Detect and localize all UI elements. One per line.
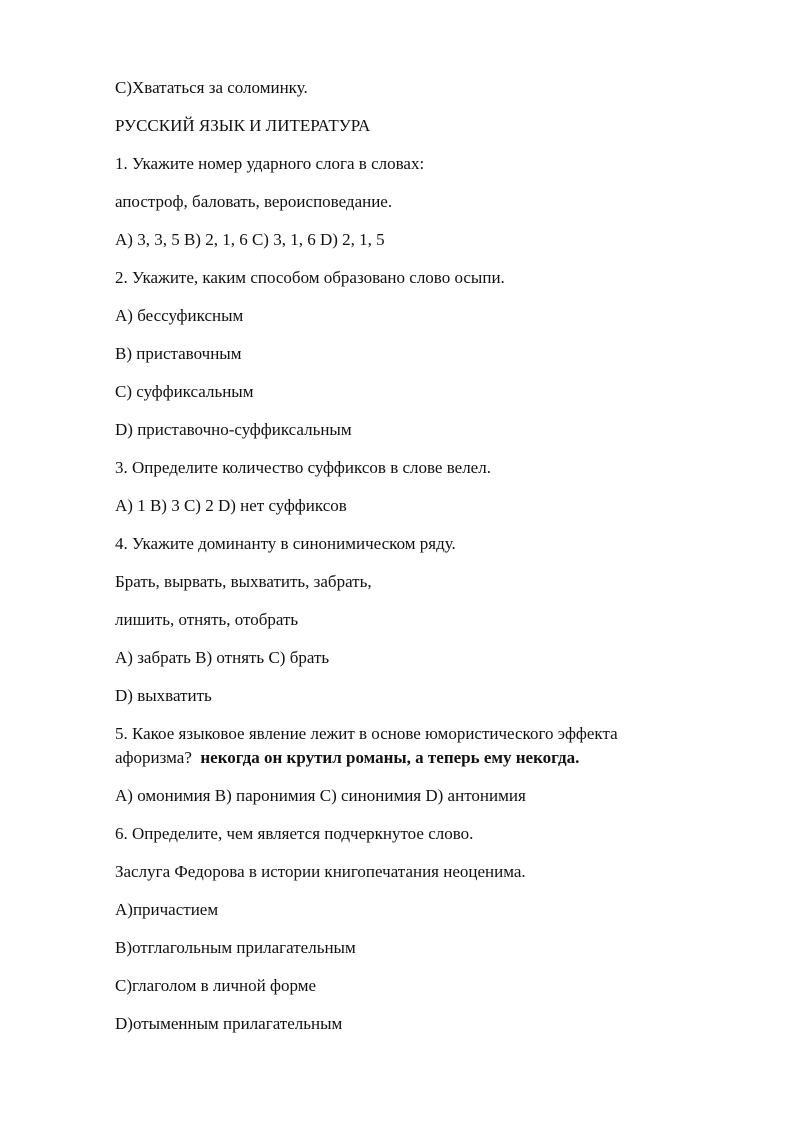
question-5-aphorism: некогда он крутил романы, а теперь ему некогда. xyxy=(200,748,580,767)
question-1-options: A) 3, 3, 5 B) 2, 1, 6 C) 3, 1, 6 D) 2, 1, 5 xyxy=(115,230,385,249)
question-2-option-d: D) приставочно-суффиксальным xyxy=(115,420,352,439)
section-heading: РУССКИЙ ЯЗЫК И ЛИТЕРАТУРА xyxy=(115,116,371,135)
question-6-option-a: A)причастием xyxy=(115,900,219,919)
question-6-option-b: B)отглагольным прилагательным xyxy=(115,938,356,957)
question-6: 6. Определите, чем является подчеркнутое слово. xyxy=(115,824,474,843)
question-4-words-2: лишить, отнять, отобрать xyxy=(115,610,299,629)
question-4: 4. Укажите доминанту в синонимическом ряду. xyxy=(115,534,456,553)
question-4-option-d: D) выхватить xyxy=(115,686,212,705)
question-6-option-d: D)отыменным прилагательным xyxy=(115,1014,343,1033)
question-1-words: апостроф, баловать, вероисповедание. xyxy=(115,192,393,211)
question-3: 3. Определите количество суффиксов в слове велел. xyxy=(115,458,491,477)
question-4-words-1: Брать, вырвать, выхватить, забрать, xyxy=(115,572,372,591)
question-4-options-abc: A) забрать B) отнять C) брать xyxy=(115,648,330,667)
question-2-option-b: B) приставочным xyxy=(115,344,242,363)
question-1: 1. Укажите номер ударного слога в словах: xyxy=(115,154,425,173)
question-5-text: 5. Какое языковое явление лежит в основе юмористического эффекта афоризма? xyxy=(115,724,618,767)
question-2-option-a: A) бессуфиксным xyxy=(115,306,244,325)
question-3-options: A) 1 B) 3 C) 2 D) нет суффиксов xyxy=(115,496,347,515)
question-6-sentence: Заслуга Федорова в истории книгопечатания неоценима. xyxy=(115,862,526,881)
question-2-option-c: C) суффиксальным xyxy=(115,382,254,401)
question-5-options: A) омонимия B) паронимия C) синонимия D) антонимия xyxy=(115,786,526,805)
answer-option: C)Хвататься за соломинку. xyxy=(115,78,308,97)
document-body xyxy=(115,76,685,1036)
question-5 xyxy=(115,722,685,770)
question-6-option-c: C)глаголом в личной форме xyxy=(115,976,317,995)
question-2: 2. Укажите, каким способом образовано слово осыпи. xyxy=(115,268,505,287)
